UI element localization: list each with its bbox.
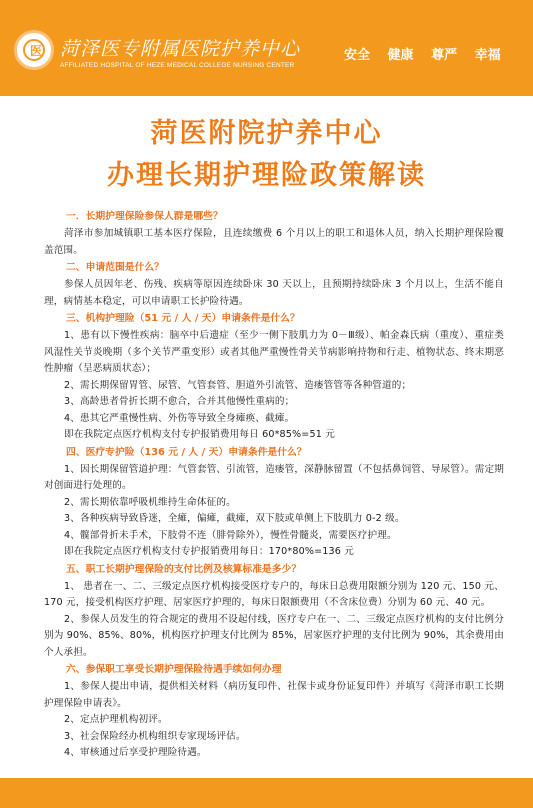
slogan-safety: 安全	[344, 48, 371, 63]
section-application-scope	[44, 259, 504, 310]
section-heading: 三、机构护理险（51 元 / 人 / 天）申请条件是什么？	[66, 313, 300, 324]
slogan-dignity: 尊严	[431, 48, 458, 63]
logo-glyph: 医	[29, 44, 42, 58]
section-paragraph: 4、审核通过后享受护理险待遇。	[64, 747, 207, 758]
slogan-health: 健康	[387, 48, 414, 63]
section-institutional-care	[44, 310, 504, 444]
section-paragraph: 3、各种疾病导致昏迷，全瘫，偏瘫，截瘫，双下肢或单侧上下肢肌力 0-2 级。	[64, 513, 405, 524]
page-title-line-1: 菏医附院护养中心	[150, 118, 383, 149]
section-paragraph: 4、髋部骨折未手术，下肢骨不连（腓骨除外），慢性骨髓炎，需要医疗护理。	[64, 529, 397, 541]
footer-bar	[0, 778, 533, 808]
section-paragraph: 参保人员因年老、伤残、疾病等原因连续卧床 30 天以上，且预期持续卧床 3 个月以上，生活不能自理，病情基本稳定，可以申请职工长护险待遇。	[44, 279, 504, 307]
section-heading: 四、医疗专护险（136 元 / 人 / 天）申请条件是什么？	[66, 446, 307, 458]
hospital-logo-icon	[14, 30, 54, 70]
section-payment-ratio	[44, 561, 504, 662]
section-paragraph: 即在我院定点医疗机构支付专护报销费用每日 60*85%=51 元	[64, 429, 335, 440]
section-paragraph: 菏泽市参加城镇职工基本医疗保险，且连续缴费 6 个月以上的职工和退休人员，纳入长期护理保险覆盖范围。	[44, 228, 504, 256]
section-paragraph: 1、患有以下慢性疾病：脑卒中后遗症（至少一侧下肢肌力为 0－Ⅲ级）、帕金森氏病（重度）、重症类风湿性关节炎晚期（多个关节严重变形）或者其他严重慢性骨关节病影响持物和行走、植物状态、终末期恶性肿瘤（呈恶病质状态）；	[44, 330, 504, 374]
org-name: 菏泽医专附属医院护养中心	[60, 38, 301, 60]
section-paragraph: 1、 患者在一、二、三级定点医疗机构接受医疗专户的，每床日总费用限额分别为 120 元、150 元、170 元，接受机构医疗护理、居家医疗护理的，每床日限额费用（不含床位费）分别为 60 元、40 元。	[44, 580, 504, 608]
section-application-procedure	[44, 661, 504, 762]
page-title-line-2: 办理长期护理险政策解读	[107, 160, 426, 191]
section-heading: 一．长期护理保险参保人群是哪些？	[66, 211, 223, 222]
section-paragraph: 2、定点护理机构初评。	[64, 714, 168, 725]
section-heading: 六、参保职工享受长期护理保险待遇手续如何办理	[66, 664, 282, 675]
slogan-happiness: 幸福	[474, 48, 501, 63]
logo-ring	[23, 39, 45, 61]
org-english-name: AFFILIATED HOSPITAL OF HEZE MEDICAL COLLEGE NURSING CENTER	[60, 62, 295, 69]
section-heading: 五、职工长期护理保险的支付比例及核算标准是多少？	[66, 563, 302, 575]
section-eligible-population	[44, 208, 504, 259]
section-paragraph: 3、社会保险经办机构组织专家现场评估。	[64, 730, 246, 742]
section-paragraph: 3、高龄患者骨折长期不愈合，合并其他慢性重病的；	[64, 396, 295, 407]
slogan-bar	[344, 44, 501, 63]
section-medical-special-care	[44, 444, 504, 561]
policy-content	[44, 208, 504, 762]
section-paragraph: 1、参保人提出申请，提供相关材料（病历复印件、社保卡或身份证复印件）并填写《菏泽市职工长期护理保险申请表》。	[44, 681, 504, 709]
section-heading: 二、申请范围是什么？	[66, 262, 164, 273]
section-paragraph: 2、需长期保留胃管、尿管、气管套管、胆道外引流管、造瘘管管等各种管道的；	[64, 379, 412, 391]
section-paragraph: 2、参保人员发生的符合规定的费用不设起付线，医疗专户在一、二、三级定点医疗机构的支付比例分别为 90%、85%、80%，机构医疗护理支付比例为 85%，居家医疗护理的支付比例为 90%，其余费用由个人承担。	[44, 613, 504, 658]
section-paragraph: 1、因长期保留管道护理：气管套管、引流管，造瘘管，深静脉留置（不包括鼻饲管、导尿管）。需定期对创面进行处理的。	[44, 463, 504, 491]
section-paragraph: 2、需长期依靠呼吸机维持生命体征的。	[64, 496, 236, 508]
section-paragraph: 4、患其它严重慢性病、外伤等导致全身瘫痪、截瘫。	[64, 412, 295, 424]
section-paragraph: 即在我院定点医疗机构支付专护报销费用每日：170*80%=136 元	[64, 546, 354, 557]
header-banner	[0, 0, 533, 96]
